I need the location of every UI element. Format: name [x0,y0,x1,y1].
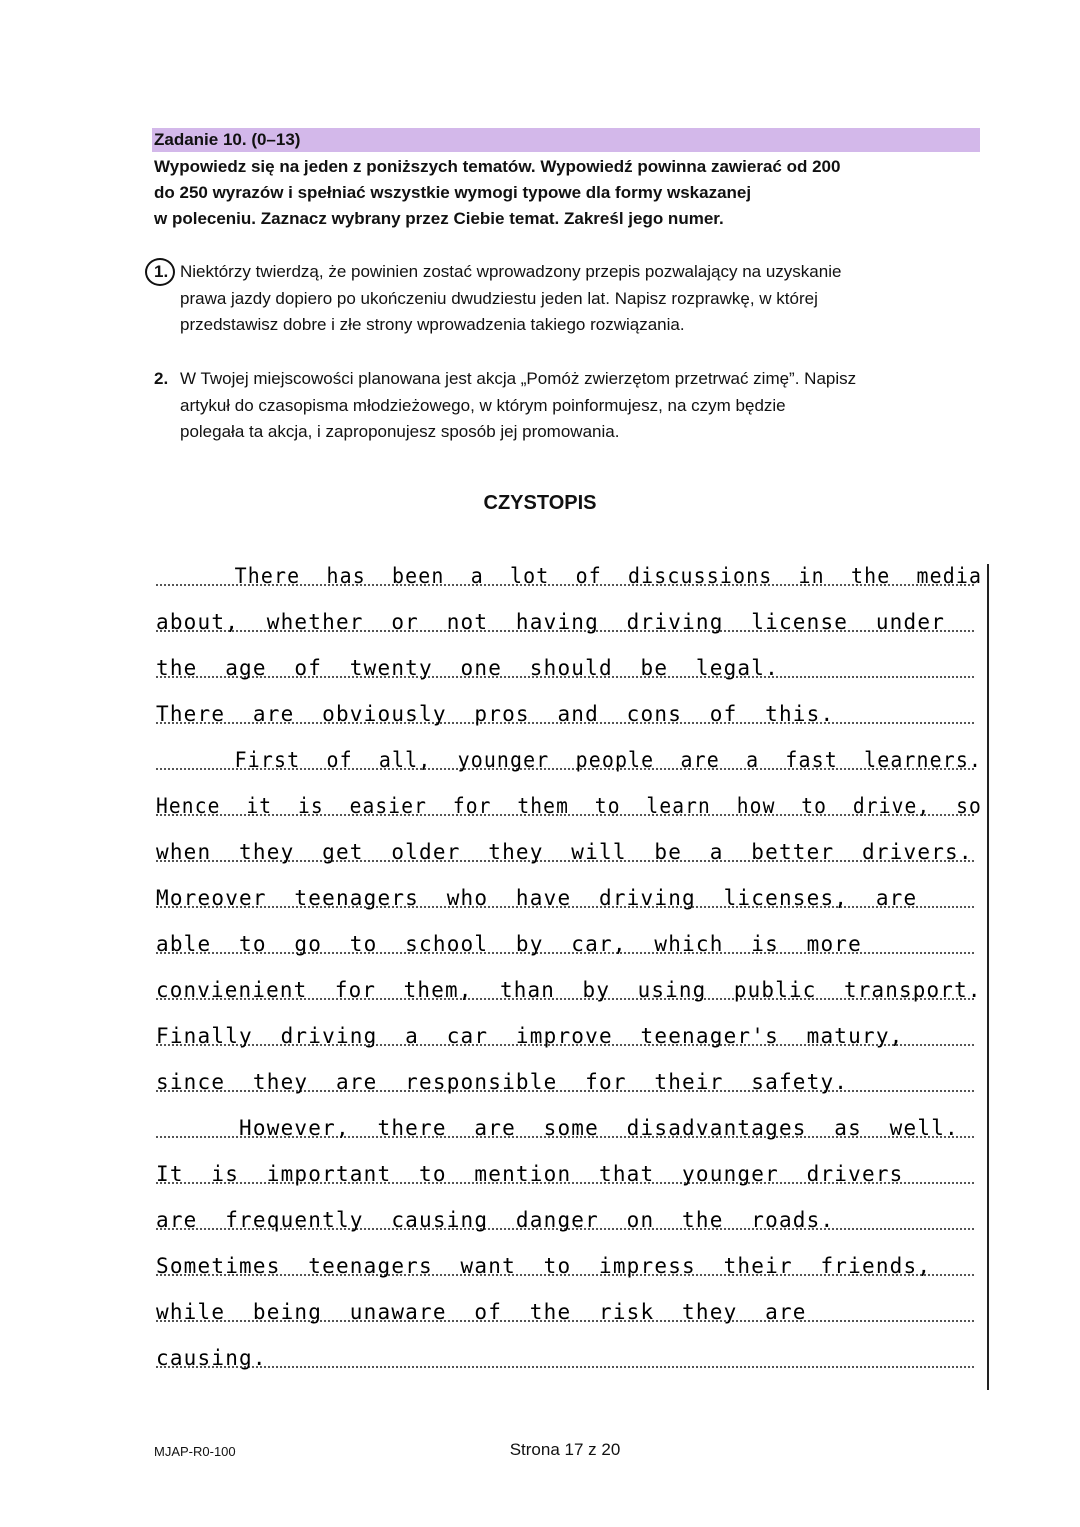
handwritten-line [156,874,974,914]
topic-text [180,366,984,446]
handwritten-text: However, there are some disadvantages as well. [156,1116,959,1140]
handwritten-text: since they are responsible for their safety. [156,1070,849,1094]
clean-copy-title: CZYSTOPIS [483,492,597,514]
handwritten-line [156,1150,974,1190]
task-header: Zadanie 10. (0–13) [152,128,980,152]
handwritten-line [156,828,974,868]
handwritten-line [156,598,974,638]
handwritten-text: about, whether or not having driving license under [156,610,946,634]
handwritten-line [156,1288,974,1328]
handwritten-line [156,736,983,776]
handwritten-text: while being unaware of the risk they are [156,1300,807,1324]
handwritten-line [156,1058,974,1098]
handwritten-text: are frequently causing danger on the roads. [156,1208,835,1232]
handwritten-text: Hence it is easier for them to learn how to drive, so [156,794,982,818]
margin-line [987,564,989,1390]
handwritten-line [156,1242,974,1282]
topic-number: 2. [154,369,169,388]
topic-line: Niektórzy twierdzą, że powinien zostać wprowadzony przepis pozwalający na uzyskanie [180,262,842,281]
instruction-line: w poleceniu. Zaznacz wybrany przez Ciebie temat. Zakreśl jego numer. [154,209,724,228]
handwritten-text: when they get older they will be a better drivers. [156,840,973,864]
handwritten-line [156,552,983,592]
handwritten-text: Finally driving a car improve teenager's matury, [156,1024,904,1048]
page-number: Strona 17 z 20 [509,1440,621,1459]
handwritten-line [156,966,982,1006]
handwritten-text: There has been a lot of discussions in the media [156,564,983,588]
exam-code: MJAP-R0-100 [154,1444,236,1459]
dotted-rule [156,1366,974,1368]
handwritten-line [156,644,974,684]
handwritten-line [156,1196,974,1236]
handwritten-text: Sometimes teenagers want to impress their friends, [156,1254,932,1278]
handwritten-text: convienient for them, than by using public transport. [156,978,982,1002]
topic-number: 1. [154,259,176,286]
topic-line: polegała ta akcja, i zaproponujesz sposób jej promowania. [180,422,620,441]
handwritten-text: It is important to mention that younger drivers [156,1162,904,1186]
handwritten-line [156,920,974,960]
handwritten-text: First of all, younger people are a fast learners. [156,748,983,772]
instruction-line: Wypowiedz się na jeden z poniższych tematów. Wypowiedź powinna zawierać od 200 [154,157,841,176]
handwritten-line [156,1012,974,1052]
handwritten-text: the age of twenty one should be legal. [156,656,779,680]
handwritten-line [156,1104,974,1144]
handwritten-text: able to go to school by car, which is more [156,932,862,956]
topic-line: artykuł do czasopisma młodzieżowego, w którym poinformujesz, na czym będzie [180,395,786,415]
handwritten-line [156,1334,974,1374]
handwritten-line [156,690,974,730]
topic-line: W Twojej miejscowości planowana jest akcja „Pomóż zwierzętom przetrwać zimę”. Napisz [180,369,857,388]
topic-1[interactable] [154,259,984,339]
topic-line: prawa jazdy dopiero po ukończeniu dwudziestu jeden lat. Napisz rozprawkę, w której [180,288,818,308]
topic-text [180,259,984,339]
handwritten-text: There are obviously pros and cons of this. [156,702,835,726]
handwritten-line [156,782,982,822]
topic-2[interactable] [154,366,984,446]
task-instructions [154,154,984,232]
handwritten-text: Moreover teenagers who have driving licenses, are [156,886,918,910]
handwritten-text: causing. [156,1346,267,1370]
topic-line: przedstawisz dobre i złe strony wprowadzenia takiego rozwiązania. [180,315,685,334]
instruction-line: do 250 wyrazów i spełniać wszystkie wymogi typowe dla formy wskazanej [154,183,752,202]
